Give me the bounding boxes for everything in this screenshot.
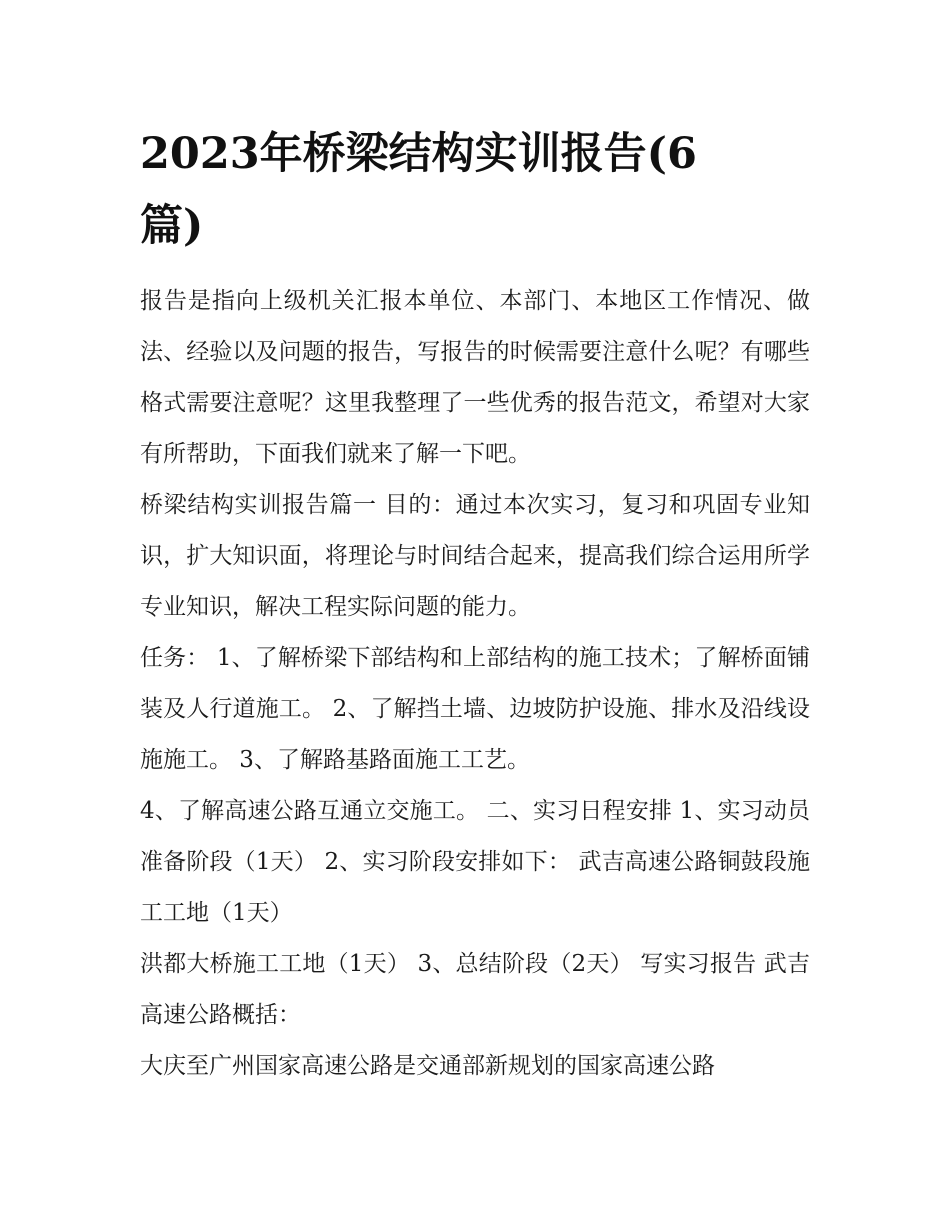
paragraph-tasks: 任务： 1、了解桥梁下部结构和上部结构的施工技术；了解桥面铺装及人行道施工。 2、了解挡土墙、边坡防护设施、排水及沿线设施施工。 3、了解路基路面施工工艺。	[140, 645, 810, 773]
title-line-1: 2023年桥梁结构实训报告(6	[140, 129, 697, 179]
document-body	[140, 276, 810, 1092]
document-title	[140, 118, 820, 262]
paragraph-highway-overview: 大庆至广州国家高速公路是交通部新规划的国家高速公路	[140, 1053, 715, 1079]
paragraph-schedule: 4、了解高速公路互通立交施工。 二、实习日程安排 1、实习动员准备阶段（1天） 2、实习阶段安排如下： 武吉高速公路铜鼓段施工工地（1天）	[140, 798, 810, 926]
paragraph-schedule-continued: 洪都大桥施工工地（1天） 3、总结阶段（2天） 写实习报告 武吉高速公路概括：	[140, 951, 810, 1028]
paragraph-intro: 报告是指向上级机关汇报本单位、本部门、本地区工作情况、做法、经验以及问题的报告，写报告的时候需要注意什么呢？有哪些格式需要注意呢？这里我整理了一些优秀的报告范文，希望对大家有所帮助，下面我们就来了解一下吧。	[140, 288, 810, 467]
paragraph-purpose: 桥梁结构实训报告篇一 目的：通过本次实习，复习和巩固专业知识，扩大知识面，将理论与时间结合起来，提高我们综合运用所学专业知识，解决工程实际问题的能力。	[140, 492, 810, 620]
title-line-2: 篇)	[140, 201, 204, 251]
